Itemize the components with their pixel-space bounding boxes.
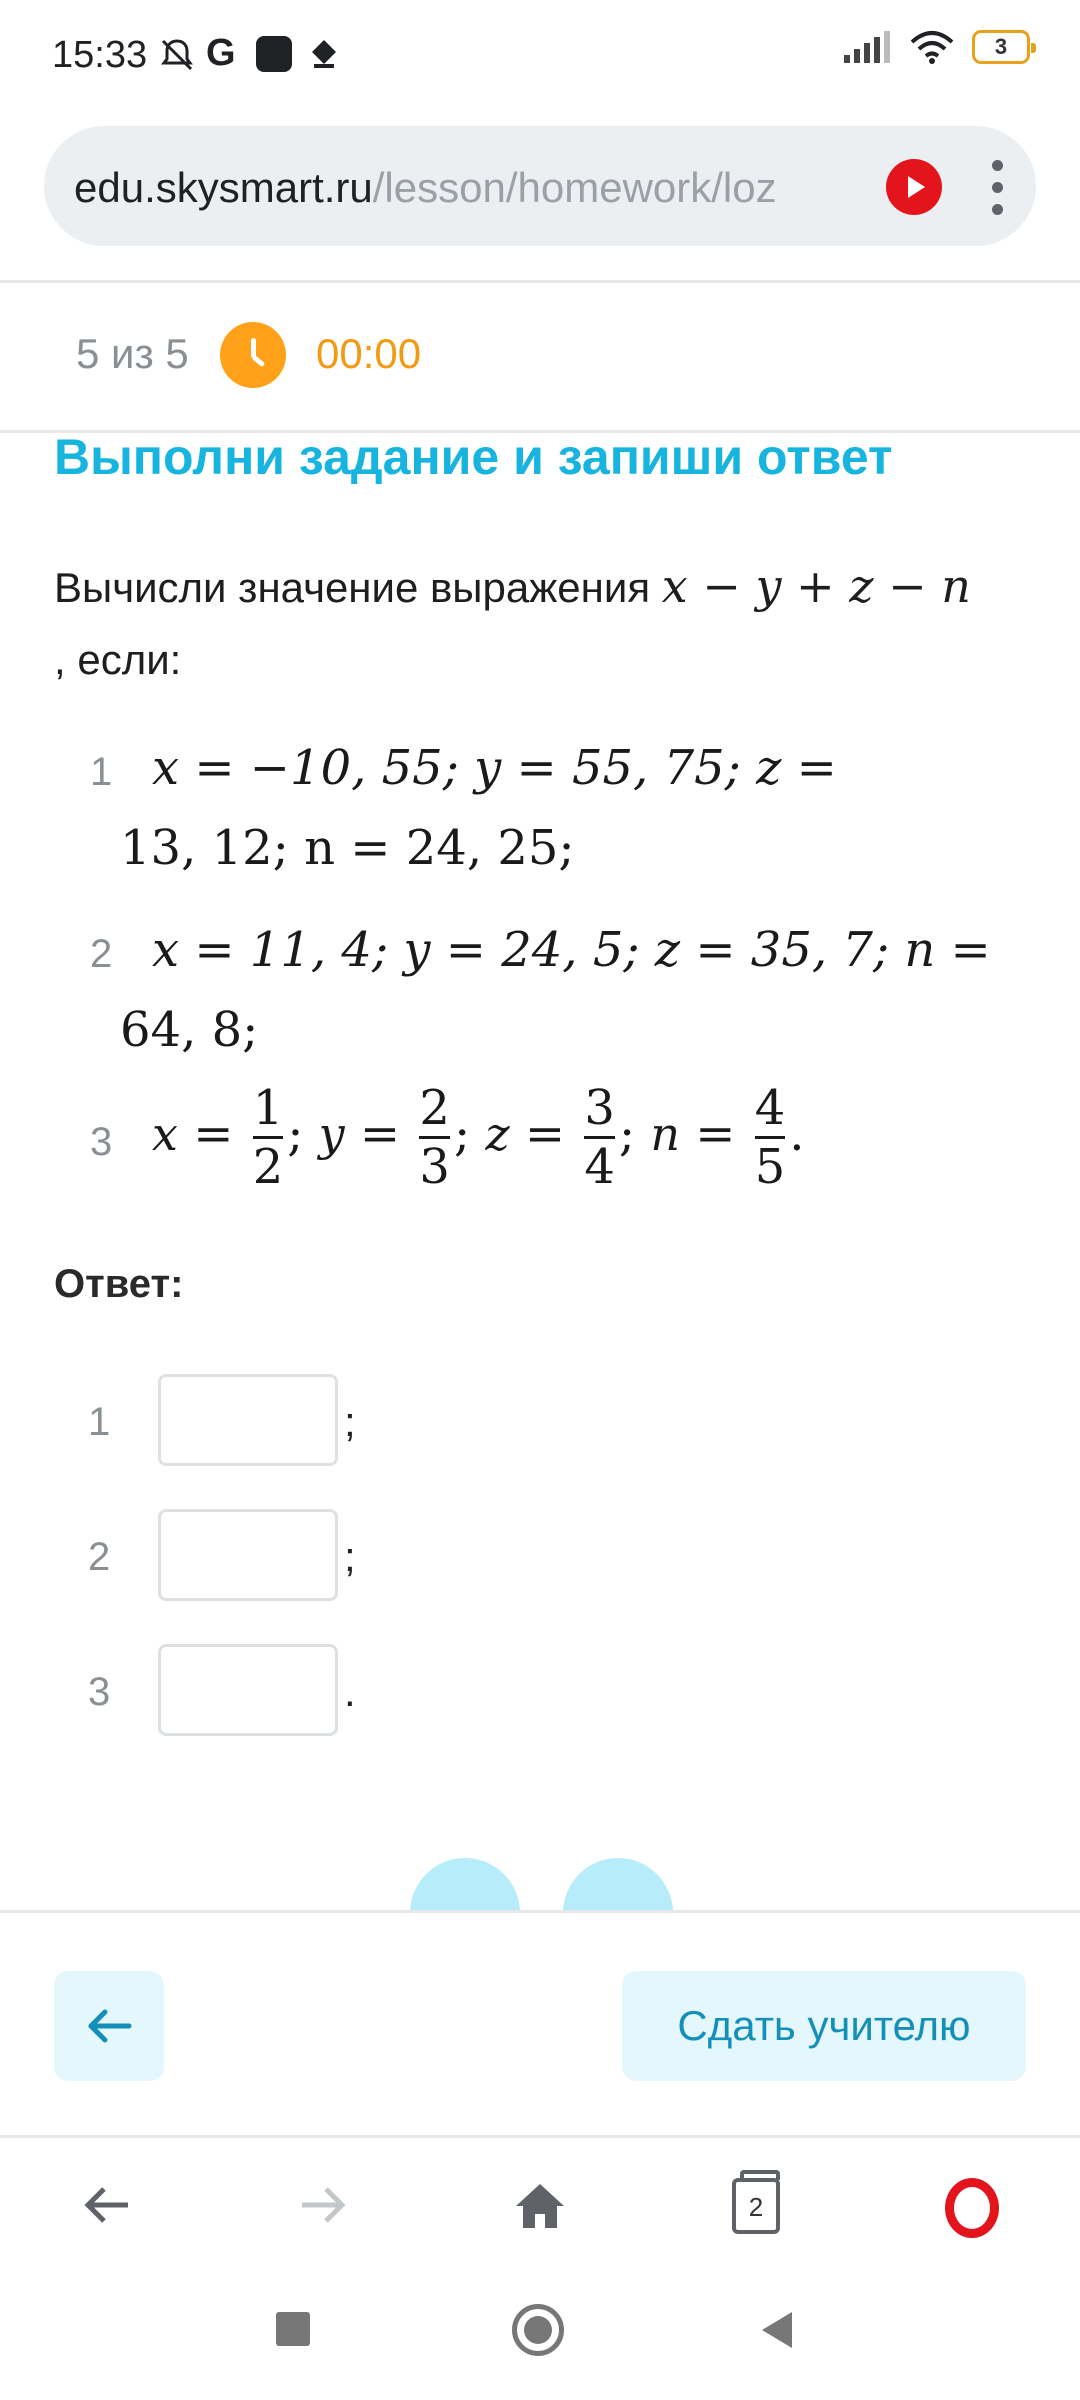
clock-icon xyxy=(220,322,286,388)
google-icon: G xyxy=(206,32,236,74)
url-bar[interactable] xyxy=(44,126,1036,246)
answer-input-1[interactable] xyxy=(158,1374,338,1466)
system-nav xyxy=(0,2270,1080,2400)
divider xyxy=(0,280,1080,283)
answer-row: 3 . xyxy=(0,1644,1080,1740)
back-triangle-icon[interactable] xyxy=(758,2310,794,2350)
more-menu-icon[interactable] xyxy=(986,160,1010,216)
home-circle-icon[interactable] xyxy=(512,2304,564,2356)
app-square-icon xyxy=(256,36,292,72)
tabs-icon[interactable]: 2 xyxy=(732,2178,780,2234)
wifi-icon xyxy=(910,30,954,64)
url-text[interactable]: edu.skysmart.ru/lesson/homework/loz xyxy=(74,164,777,211)
condition-2: 2 x = 11, 4; y = 24, 5; z = 35, 7; n = 64, 8; xyxy=(90,922,991,1058)
answer-input-2[interactable] xyxy=(158,1509,338,1601)
answer-row: 1 ; xyxy=(0,1374,1080,1470)
battery-icon: 3 xyxy=(972,30,1030,64)
status-right xyxy=(842,30,1030,64)
timer: 00:00 xyxy=(316,330,422,377)
condition-1: 1 x = −10, 55; y = 55, 75; z = 13, 12; n = 24, 25; xyxy=(90,740,837,876)
expression: x − y + z − n xyxy=(661,559,971,613)
task-counter: 5 из 5 xyxy=(76,330,189,377)
recents-icon[interactable] xyxy=(276,2312,310,2346)
status-time: 15:33 xyxy=(52,34,148,76)
question-text: Вычисли значение выражения x − y + z − n , если: xyxy=(54,559,971,683)
notification-app-icon xyxy=(306,36,342,72)
browser-forward-icon[interactable] xyxy=(298,2180,348,2230)
task-title: Выполни задание и запиши ответ xyxy=(54,429,893,485)
answer-row: 2 ; xyxy=(0,1509,1080,1605)
back-button[interactable] xyxy=(54,1971,164,2081)
submit-to-teacher-button[interactable]: Сдать учителю xyxy=(622,1971,1026,2081)
answer-input-3[interactable] xyxy=(158,1644,338,1736)
home-icon[interactable] xyxy=(514,2180,566,2230)
signal-icon xyxy=(842,31,892,63)
condition-3: 3 x = $\frac{1}{2}$ ; y = $\frac{2}{3}$ ; z = $\frac{3}{4}$ ; n = $\frac{4}{5}$ . xyxy=(90,1080,805,1195)
arrow-left-icon xyxy=(85,2002,133,2050)
opera-menu-icon[interactable] xyxy=(945,2178,999,2238)
browser-back-icon[interactable] xyxy=(82,2180,132,2230)
status-bar xyxy=(0,0,1080,110)
answer-label: Ответ: xyxy=(54,1262,184,1306)
muted-bell-icon xyxy=(158,36,196,74)
play-icon[interactable] xyxy=(886,159,942,215)
lesson-footer xyxy=(0,1910,1080,2135)
browser-nav xyxy=(0,2135,1080,2270)
